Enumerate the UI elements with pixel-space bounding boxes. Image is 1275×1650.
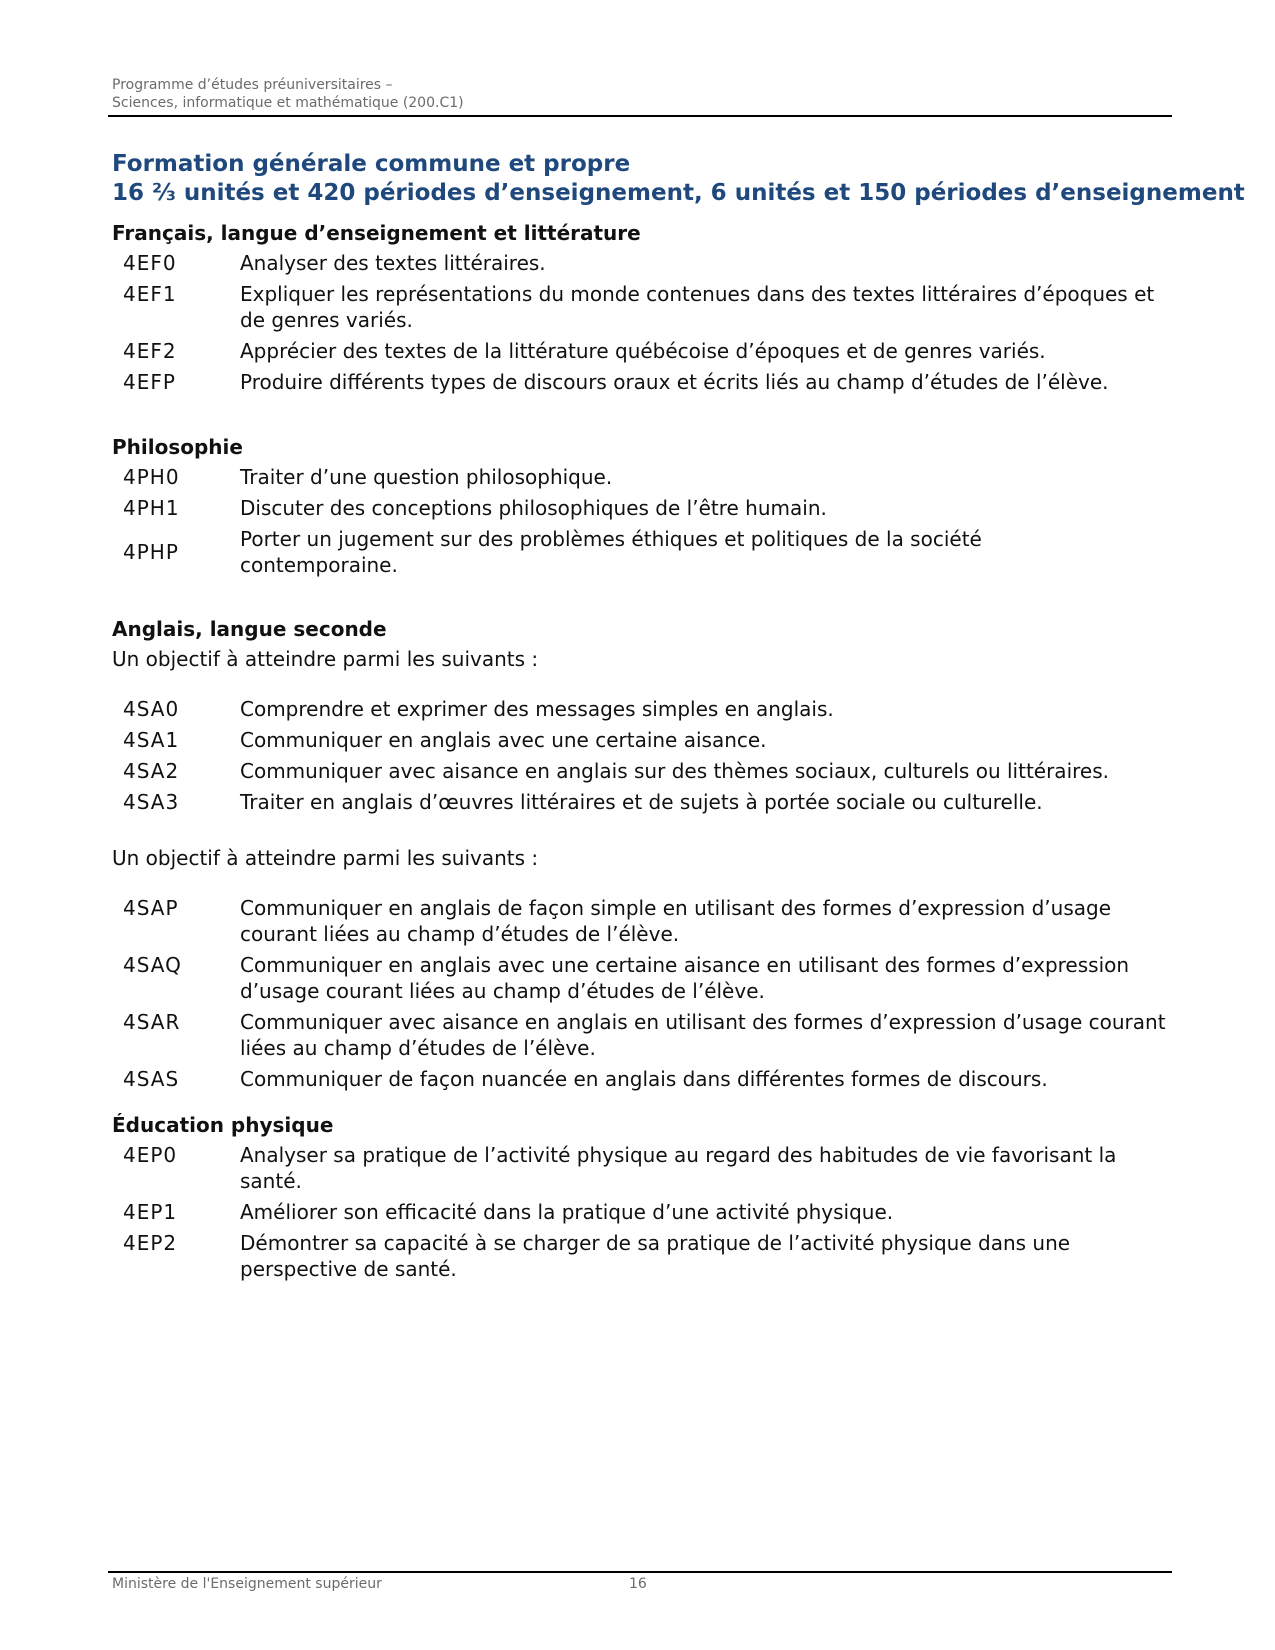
course-row xyxy=(112,952,1192,1004)
course-row xyxy=(112,696,1192,722)
course-text: Communiquer avec aisance en anglais sur des thèmes sociaux, culturels ou littéraires. xyxy=(240,759,1109,783)
section-philosophie xyxy=(112,433,1192,578)
course-text: Communiquer en anglais avec une certaine aisance. xyxy=(240,728,767,752)
course-code: 4SAQ xyxy=(123,953,182,977)
course-text: Démontrer sa capacité à se charger de sa pratique de l’activité physique dans une perspective de santé. xyxy=(240,1231,1071,1281)
course-row xyxy=(112,369,1192,395)
course-code: 4PH0 xyxy=(123,465,180,489)
course-text: Communiquer en anglais avec une certaine aisance en utilisant des formes d’expression d’usage courant liées au champ d’études de l’élève. xyxy=(240,953,1130,1003)
course-code: 4EP2 xyxy=(123,1231,178,1255)
header-rule xyxy=(108,115,1172,117)
footer-rule xyxy=(108,1571,1172,1573)
course-code: 4SA1 xyxy=(123,728,180,752)
section-education-physique xyxy=(112,1111,1192,1282)
course-row xyxy=(112,727,1192,753)
course-text: Discuter des conceptions philosophiques de l’être humain. xyxy=(240,496,827,520)
page-title-line1: Formation générale commune et propre xyxy=(112,151,631,177)
section-francais xyxy=(112,219,1192,395)
course-code: 4EF1 xyxy=(123,282,177,306)
section-title-francais: Français, langue d’enseignement et littérature xyxy=(112,221,641,245)
course-code: 4EFP xyxy=(123,370,176,394)
course-text: Comprendre et exprimer des messages simples en anglais. xyxy=(240,697,834,721)
course-row xyxy=(112,895,1192,947)
page-header xyxy=(112,76,1172,112)
section-title-philosophie: Philosophie xyxy=(112,435,243,459)
course-text: Communiquer en anglais de façon simple en utilisant des formes d’expression d’usage courant liées au champ d’études de l’élève. xyxy=(240,896,1111,946)
course-code: 4SA0 xyxy=(123,697,180,721)
section-title-education: Éducation physique xyxy=(112,1113,334,1137)
course-text: Communiquer avec aisance en anglais en utilisant des formes d’expression d’usage courant liées au champ d’études de l’élève. xyxy=(240,1010,1166,1060)
course-text: Expliquer les représentations du monde contenues dans des textes littéraires d’époques et de genres variés. xyxy=(240,282,1155,332)
course-code: 4PHP xyxy=(123,540,179,564)
course-code: 4SAP xyxy=(123,896,179,920)
page-title-line2: 16 ⅔ unités et 420 périodes d’enseignement, 6 unités et 150 périodes d’enseignement xyxy=(112,180,1245,206)
page-number: 16 xyxy=(629,1576,647,1592)
anglais-intro-text: Un objectif à atteindre parmi les suivants : xyxy=(112,647,539,671)
course-code: 4EF0 xyxy=(123,251,177,275)
header-program-line: Programme d’études préuniversitaires – xyxy=(112,77,393,93)
course-code: 4EP1 xyxy=(123,1200,178,1224)
course-row xyxy=(112,1230,1192,1282)
course-row xyxy=(112,789,1192,815)
course-code: 4EF2 xyxy=(123,339,177,363)
section-title-anglais: Anglais, langue seconde xyxy=(112,617,387,641)
header-program-name: Sciences, informatique et mathématique (200.C1) xyxy=(112,95,464,111)
course-text: Communiquer de façon nuancée en anglais dans différentes formes de discours. xyxy=(240,1067,1048,1091)
course-row xyxy=(112,281,1192,333)
course-text: Traiter en anglais d’œuvres littéraires et de sujets à portée sociale ou culturelle. xyxy=(240,790,1043,814)
course-code: 4SA2 xyxy=(123,759,180,783)
course-row xyxy=(112,1066,1192,1092)
section-anglais xyxy=(112,615,1192,1092)
anglais-intro-text-2: Un objectif à atteindre parmi les suivants : xyxy=(112,846,539,870)
course-row xyxy=(112,250,1192,276)
course-text: Améliorer son efficacité dans la pratique d’une activité physique. xyxy=(240,1200,894,1224)
course-code: 4EP0 xyxy=(123,1143,178,1167)
course-code: 4SAS xyxy=(123,1067,180,1091)
course-row xyxy=(112,495,1192,521)
course-row xyxy=(112,526,1192,578)
footer-ministry: Ministère de l'Enseignement supérieur xyxy=(112,1576,382,1592)
course-row xyxy=(112,464,1192,490)
course-text: Analyser sa pratique de l’activité physique au regard des habitudes de vie favorisant la santé. xyxy=(240,1143,1117,1193)
course-row xyxy=(112,1199,1192,1225)
course-row xyxy=(112,1142,1192,1194)
course-text: Apprécier des textes de la littérature québécoise d’époques et de genres variés. xyxy=(240,339,1046,363)
course-text: Traiter d’une question philosophique. xyxy=(240,465,613,489)
course-code: 4PH1 xyxy=(123,496,180,520)
course-row xyxy=(112,758,1192,784)
course-code: 4SA3 xyxy=(123,790,180,814)
course-row xyxy=(112,338,1192,364)
course-text: Porter un jugement sur des problèmes éthiques et politiques de la société contemporaine. xyxy=(240,527,982,577)
page-title xyxy=(112,150,1245,208)
course-text: Analyser des textes littéraires. xyxy=(240,251,546,275)
course-code: 4SAR xyxy=(123,1010,181,1034)
course-text: Produire différents types de discours oraux et écrits liés au champ d’études de l’élève. xyxy=(240,370,1109,394)
course-row xyxy=(112,1009,1192,1061)
